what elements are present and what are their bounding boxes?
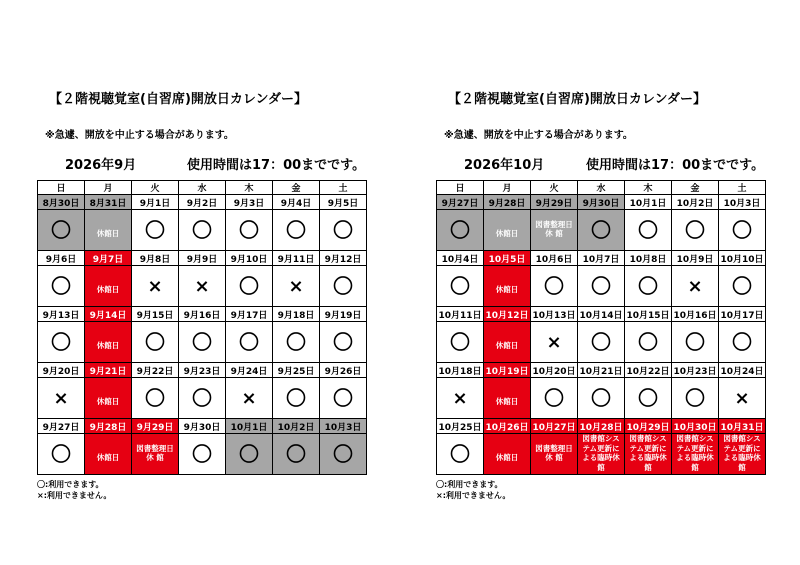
date-cell: 10月25日 — [437, 419, 484, 434]
status-cell — [226, 434, 273, 475]
status-cell — [719, 378, 766, 419]
date-row — [38, 251, 367, 266]
date-cell: 10月4日 — [437, 251, 484, 266]
status-cell — [672, 322, 719, 363]
date-cell: 9月30日 — [179, 419, 226, 434]
date-cell: 10月1日 — [226, 419, 273, 434]
legend — [436, 479, 510, 501]
date-cell: 9月10日 — [226, 251, 273, 266]
unavailable-mark: × — [734, 387, 750, 409]
status-cell — [132, 322, 179, 363]
status-cell — [672, 378, 719, 419]
date-cell: 8月31日 — [85, 195, 132, 210]
date-cell: 10月2日 — [672, 195, 719, 210]
date-cell: 9月28日 — [85, 419, 132, 434]
status-cell — [226, 322, 273, 363]
available-mark: 〇 — [145, 217, 165, 242]
available-mark: 〇 — [333, 273, 353, 298]
status-row — [437, 434, 766, 475]
status-cell — [179, 378, 226, 419]
weekday-fri: 金 — [273, 181, 320, 195]
date-cell: 10月27日 — [531, 419, 578, 434]
available-mark: 〇 — [450, 217, 470, 242]
month-label: 2026年9月 — [65, 158, 137, 173]
date-row — [437, 307, 766, 322]
status-row — [437, 322, 766, 363]
date-row — [38, 419, 367, 434]
date-cell: 9月22日 — [132, 363, 179, 378]
system-update-closure-label: 図書館システム更新による臨時休館 — [582, 434, 620, 472]
status-cell — [85, 434, 132, 475]
status-cell — [578, 210, 625, 251]
date-cell: 10月15日 — [625, 307, 672, 322]
date-cell: 9月25日 — [273, 363, 320, 378]
available-mark: 〇 — [544, 273, 564, 298]
status-cell — [273, 322, 320, 363]
weekday-tue: 火 — [132, 181, 179, 195]
legend-unavailable: ×:利用できません。 — [436, 491, 511, 500]
date-cell: 9月28日 — [484, 195, 531, 210]
status-cell — [85, 266, 132, 307]
date-cell: 10月8日 — [625, 251, 672, 266]
date-cell: 9月26日 — [320, 363, 367, 378]
status-cell — [320, 378, 367, 419]
unavailable-mark: × — [147, 275, 163, 297]
available-mark: 〇 — [192, 385, 212, 410]
unavailable-mark: × — [53, 387, 69, 409]
available-mark: 〇 — [286, 329, 306, 354]
legend — [37, 479, 111, 501]
status-cell — [179, 434, 226, 475]
closed-day-label: 休館日 — [495, 284, 519, 294]
status-cell — [437, 322, 484, 363]
date-row — [38, 307, 367, 322]
available-mark: 〇 — [286, 217, 306, 242]
available-mark: 〇 — [685, 385, 705, 410]
weekday-thu: 木 — [625, 181, 672, 195]
date-cell: 9月3日 — [226, 195, 273, 210]
available-mark: 〇 — [239, 217, 259, 242]
available-mark: 〇 — [638, 217, 658, 242]
date-cell: 10月14日 — [578, 307, 625, 322]
date-cell: 9月7日 — [85, 251, 132, 266]
date-cell: 10月29日 — [625, 419, 672, 434]
status-cell — [437, 266, 484, 307]
available-mark: 〇 — [145, 329, 165, 354]
date-cell: 10月26日 — [484, 419, 531, 434]
unavailable-mark: × — [452, 387, 468, 409]
unavailable-mark: × — [546, 331, 562, 353]
status-cell — [320, 322, 367, 363]
date-cell: 10月18日 — [437, 363, 484, 378]
status-row — [38, 266, 367, 307]
status-cell — [179, 210, 226, 251]
date-cell: 8月30日 — [38, 195, 85, 210]
status-cell — [320, 210, 367, 251]
date-cell: 10月21日 — [578, 363, 625, 378]
status-cell — [672, 434, 719, 475]
date-cell: 9月15日 — [132, 307, 179, 322]
status-row — [38, 210, 367, 251]
closed-day-label: 休館日 — [495, 452, 519, 462]
closed-day-label: 休館日 — [96, 452, 120, 462]
available-mark: 〇 — [286, 385, 306, 410]
date-cell: 10月20日 — [531, 363, 578, 378]
weekday-tue: 火 — [531, 181, 578, 195]
date-cell: 10月1日 — [625, 195, 672, 210]
available-mark: 〇 — [333, 329, 353, 354]
status-cell — [320, 434, 367, 475]
available-mark: 〇 — [450, 273, 470, 298]
status-cell — [132, 378, 179, 419]
date-cell: 9月6日 — [38, 251, 85, 266]
unavailable-mark: × — [288, 275, 304, 297]
unavailable-mark: × — [241, 387, 257, 409]
date-cell: 9月18日 — [273, 307, 320, 322]
status-cell — [38, 322, 85, 363]
date-cell: 10月10日 — [719, 251, 766, 266]
status-cell — [85, 378, 132, 419]
status-cell — [273, 378, 320, 419]
book-inventory-closure-label: 図書整理日 休 館 — [535, 443, 573, 463]
status-cell — [437, 210, 484, 251]
status-cell — [320, 266, 367, 307]
status-cell — [719, 266, 766, 307]
date-row — [38, 195, 367, 210]
legend-unavailable: ×:利用できません。 — [37, 491, 112, 500]
available-mark: 〇 — [333, 441, 353, 466]
status-cell — [484, 378, 531, 419]
status-cell — [132, 266, 179, 307]
status-cell — [625, 210, 672, 251]
available-mark: 〇 — [239, 441, 259, 466]
date-cell: 9月29日 — [132, 419, 179, 434]
status-cell — [273, 434, 320, 475]
available-mark: 〇 — [333, 385, 353, 410]
status-cell — [85, 322, 132, 363]
date-row — [437, 363, 766, 378]
date-cell: 9月23日 — [179, 363, 226, 378]
date-row — [437, 419, 766, 434]
closed-day-label: 休館日 — [96, 284, 120, 294]
date-cell: 9月11日 — [273, 251, 320, 266]
status-cell — [226, 266, 273, 307]
available-mark: 〇 — [239, 273, 259, 298]
date-cell: 9月9日 — [179, 251, 226, 266]
status-cell — [672, 210, 719, 251]
status-cell — [578, 434, 625, 475]
date-cell: 10月24日 — [719, 363, 766, 378]
book-inventory-closure-label: 図書整理日 休 館 — [136, 443, 174, 463]
weekday-mon: 月 — [484, 181, 531, 195]
available-mark: 〇 — [286, 441, 306, 466]
available-mark: 〇 — [192, 329, 212, 354]
date-cell: 10月7日 — [578, 251, 625, 266]
status-cell — [625, 322, 672, 363]
date-cell: 10月9日 — [672, 251, 719, 266]
status-cell — [85, 210, 132, 251]
weekday-wed: 水 — [179, 181, 226, 195]
available-mark: 〇 — [591, 217, 611, 242]
closed-day-label: 休館日 — [495, 396, 519, 406]
date-cell: 9月19日 — [320, 307, 367, 322]
available-mark: 〇 — [192, 217, 212, 242]
status-row — [38, 322, 367, 363]
hours-text: 使用時間は17：00までです。 — [586, 158, 765, 173]
date-cell: 9月27日 — [38, 419, 85, 434]
status-row — [38, 434, 367, 475]
hours-text: 使用時間は17：00までです。 — [187, 158, 366, 173]
calendar-grid — [37, 180, 367, 475]
date-cell: 10月31日 — [719, 419, 766, 434]
available-mark: 〇 — [239, 329, 259, 354]
status-cell — [578, 322, 625, 363]
status-cell — [226, 378, 273, 419]
closed-day-label: 休館日 — [96, 340, 120, 350]
date-cell: 9月2日 — [179, 195, 226, 210]
status-cell — [578, 378, 625, 419]
status-cell — [38, 378, 85, 419]
date-cell: 10月22日 — [625, 363, 672, 378]
date-cell: 9月14日 — [85, 307, 132, 322]
weekday-sat: 土 — [719, 181, 766, 195]
status-cell — [531, 266, 578, 307]
status-row — [437, 266, 766, 307]
date-cell: 9月5日 — [320, 195, 367, 210]
date-cell: 10月3日 — [719, 195, 766, 210]
status-cell — [132, 210, 179, 251]
status-cell — [625, 434, 672, 475]
date-cell: 9月8日 — [132, 251, 179, 266]
available-mark: 〇 — [732, 217, 752, 242]
weekday-mon: 月 — [85, 181, 132, 195]
weekday-sun: 日 — [38, 181, 85, 195]
status-row — [437, 378, 766, 419]
status-cell — [484, 266, 531, 307]
date-cell: 10月17日 — [719, 307, 766, 322]
status-cell — [38, 266, 85, 307]
date-cell: 9月13日 — [38, 307, 85, 322]
available-mark: 〇 — [450, 441, 470, 466]
available-mark: 〇 — [544, 385, 564, 410]
status-cell — [719, 210, 766, 251]
date-cell: 9月29日 — [531, 195, 578, 210]
legend-available: 〇:利用できます。 — [436, 480, 503, 489]
status-cell — [38, 210, 85, 251]
date-cell: 10月11日 — [437, 307, 484, 322]
status-cell — [484, 210, 531, 251]
available-mark: 〇 — [192, 441, 212, 466]
date-cell: 9月21日 — [85, 363, 132, 378]
date-cell: 9月17日 — [226, 307, 273, 322]
status-cell — [531, 434, 578, 475]
date-cell: 9月1日 — [132, 195, 179, 210]
closed-day-label: 休館日 — [96, 228, 120, 238]
status-cell — [625, 378, 672, 419]
book-inventory-closure-label: 図書整理日 休 館 — [535, 219, 573, 239]
status-cell — [38, 434, 85, 475]
available-mark: 〇 — [685, 217, 705, 242]
date-row — [38, 363, 367, 378]
date-cell: 10月3日 — [320, 419, 367, 434]
system-update-closure-label: 図書館システム更新による臨時休館 — [723, 434, 761, 472]
system-update-closure-label: 図書館システム更新による臨時休館 — [629, 434, 667, 472]
status-cell — [484, 322, 531, 363]
date-cell: 10月19日 — [484, 363, 531, 378]
status-cell — [484, 434, 531, 475]
available-mark: 〇 — [732, 273, 752, 298]
closed-day-label: 休館日 — [96, 396, 120, 406]
calendar-grid — [436, 180, 766, 475]
closed-day-label: 休館日 — [495, 340, 519, 350]
date-cell: 10月16日 — [672, 307, 719, 322]
status-cell — [578, 266, 625, 307]
calendar-title: 【２階視聴覚室(自習席)開放日カレンダー】 — [448, 92, 707, 107]
date-cell: 10月12日 — [484, 307, 531, 322]
status-cell — [531, 210, 578, 251]
calendar-title: 【２階視聴覚室(自習席)開放日カレンダー】 — [49, 92, 308, 107]
available-mark: 〇 — [51, 217, 71, 242]
weekday-fri: 金 — [672, 181, 719, 195]
status-cell — [531, 322, 578, 363]
date-row — [437, 195, 766, 210]
status-cell — [719, 322, 766, 363]
status-row — [38, 378, 367, 419]
date-cell: 10月6日 — [531, 251, 578, 266]
status-cell — [273, 210, 320, 251]
date-cell: 10月5日 — [484, 251, 531, 266]
date-cell: 10月28日 — [578, 419, 625, 434]
status-cell — [672, 266, 719, 307]
weekday-header — [437, 181, 766, 195]
weekday-wed: 水 — [578, 181, 625, 195]
status-cell — [273, 266, 320, 307]
date-cell: 10月2日 — [273, 419, 320, 434]
available-mark: 〇 — [638, 273, 658, 298]
date-cell: 9月20日 — [38, 363, 85, 378]
date-cell: 10月30日 — [672, 419, 719, 434]
status-cell — [179, 266, 226, 307]
weekday-sun: 日 — [437, 181, 484, 195]
available-mark: 〇 — [591, 273, 611, 298]
status-cell — [226, 210, 273, 251]
weekday-sat: 土 — [320, 181, 367, 195]
date-cell: 9月24日 — [226, 363, 273, 378]
weekday-thu: 木 — [226, 181, 273, 195]
date-cell: 9月16日 — [179, 307, 226, 322]
month-label: 2026年10月 — [464, 158, 545, 173]
available-mark: 〇 — [51, 273, 71, 298]
status-cell — [437, 378, 484, 419]
notice-text: ※急遽、開放を中止する場合があります。 — [444, 130, 633, 141]
date-cell: 9月4日 — [273, 195, 320, 210]
available-mark: 〇 — [51, 329, 71, 354]
available-mark: 〇 — [333, 217, 353, 242]
date-cell: 10月23日 — [672, 363, 719, 378]
available-mark: 〇 — [591, 329, 611, 354]
date-cell: 9月12日 — [320, 251, 367, 266]
status-row — [437, 210, 766, 251]
available-mark: 〇 — [685, 329, 705, 354]
status-cell — [531, 378, 578, 419]
available-mark: 〇 — [732, 329, 752, 354]
unavailable-mark: × — [687, 275, 703, 297]
status-cell — [132, 434, 179, 475]
status-cell — [179, 322, 226, 363]
status-cell — [625, 266, 672, 307]
date-row — [437, 251, 766, 266]
available-mark: 〇 — [450, 329, 470, 354]
date-cell: 9月30日 — [578, 195, 625, 210]
status-cell — [437, 434, 484, 475]
available-mark: 〇 — [145, 385, 165, 410]
unavailable-mark: × — [194, 275, 210, 297]
available-mark: 〇 — [591, 385, 611, 410]
available-mark: 〇 — [638, 385, 658, 410]
date-cell: 9月27日 — [437, 195, 484, 210]
legend-available: 〇:利用できます。 — [37, 480, 104, 489]
system-update-closure-label: 図書館システム更新による臨時休館 — [676, 434, 714, 472]
weekday-header — [38, 181, 367, 195]
closed-day-label: 休館日 — [495, 228, 519, 238]
available-mark: 〇 — [638, 329, 658, 354]
available-mark: 〇 — [51, 441, 71, 466]
date-cell: 10月13日 — [531, 307, 578, 322]
status-cell — [719, 434, 766, 475]
notice-text: ※急遽、開放を中止する場合があります。 — [45, 130, 234, 141]
